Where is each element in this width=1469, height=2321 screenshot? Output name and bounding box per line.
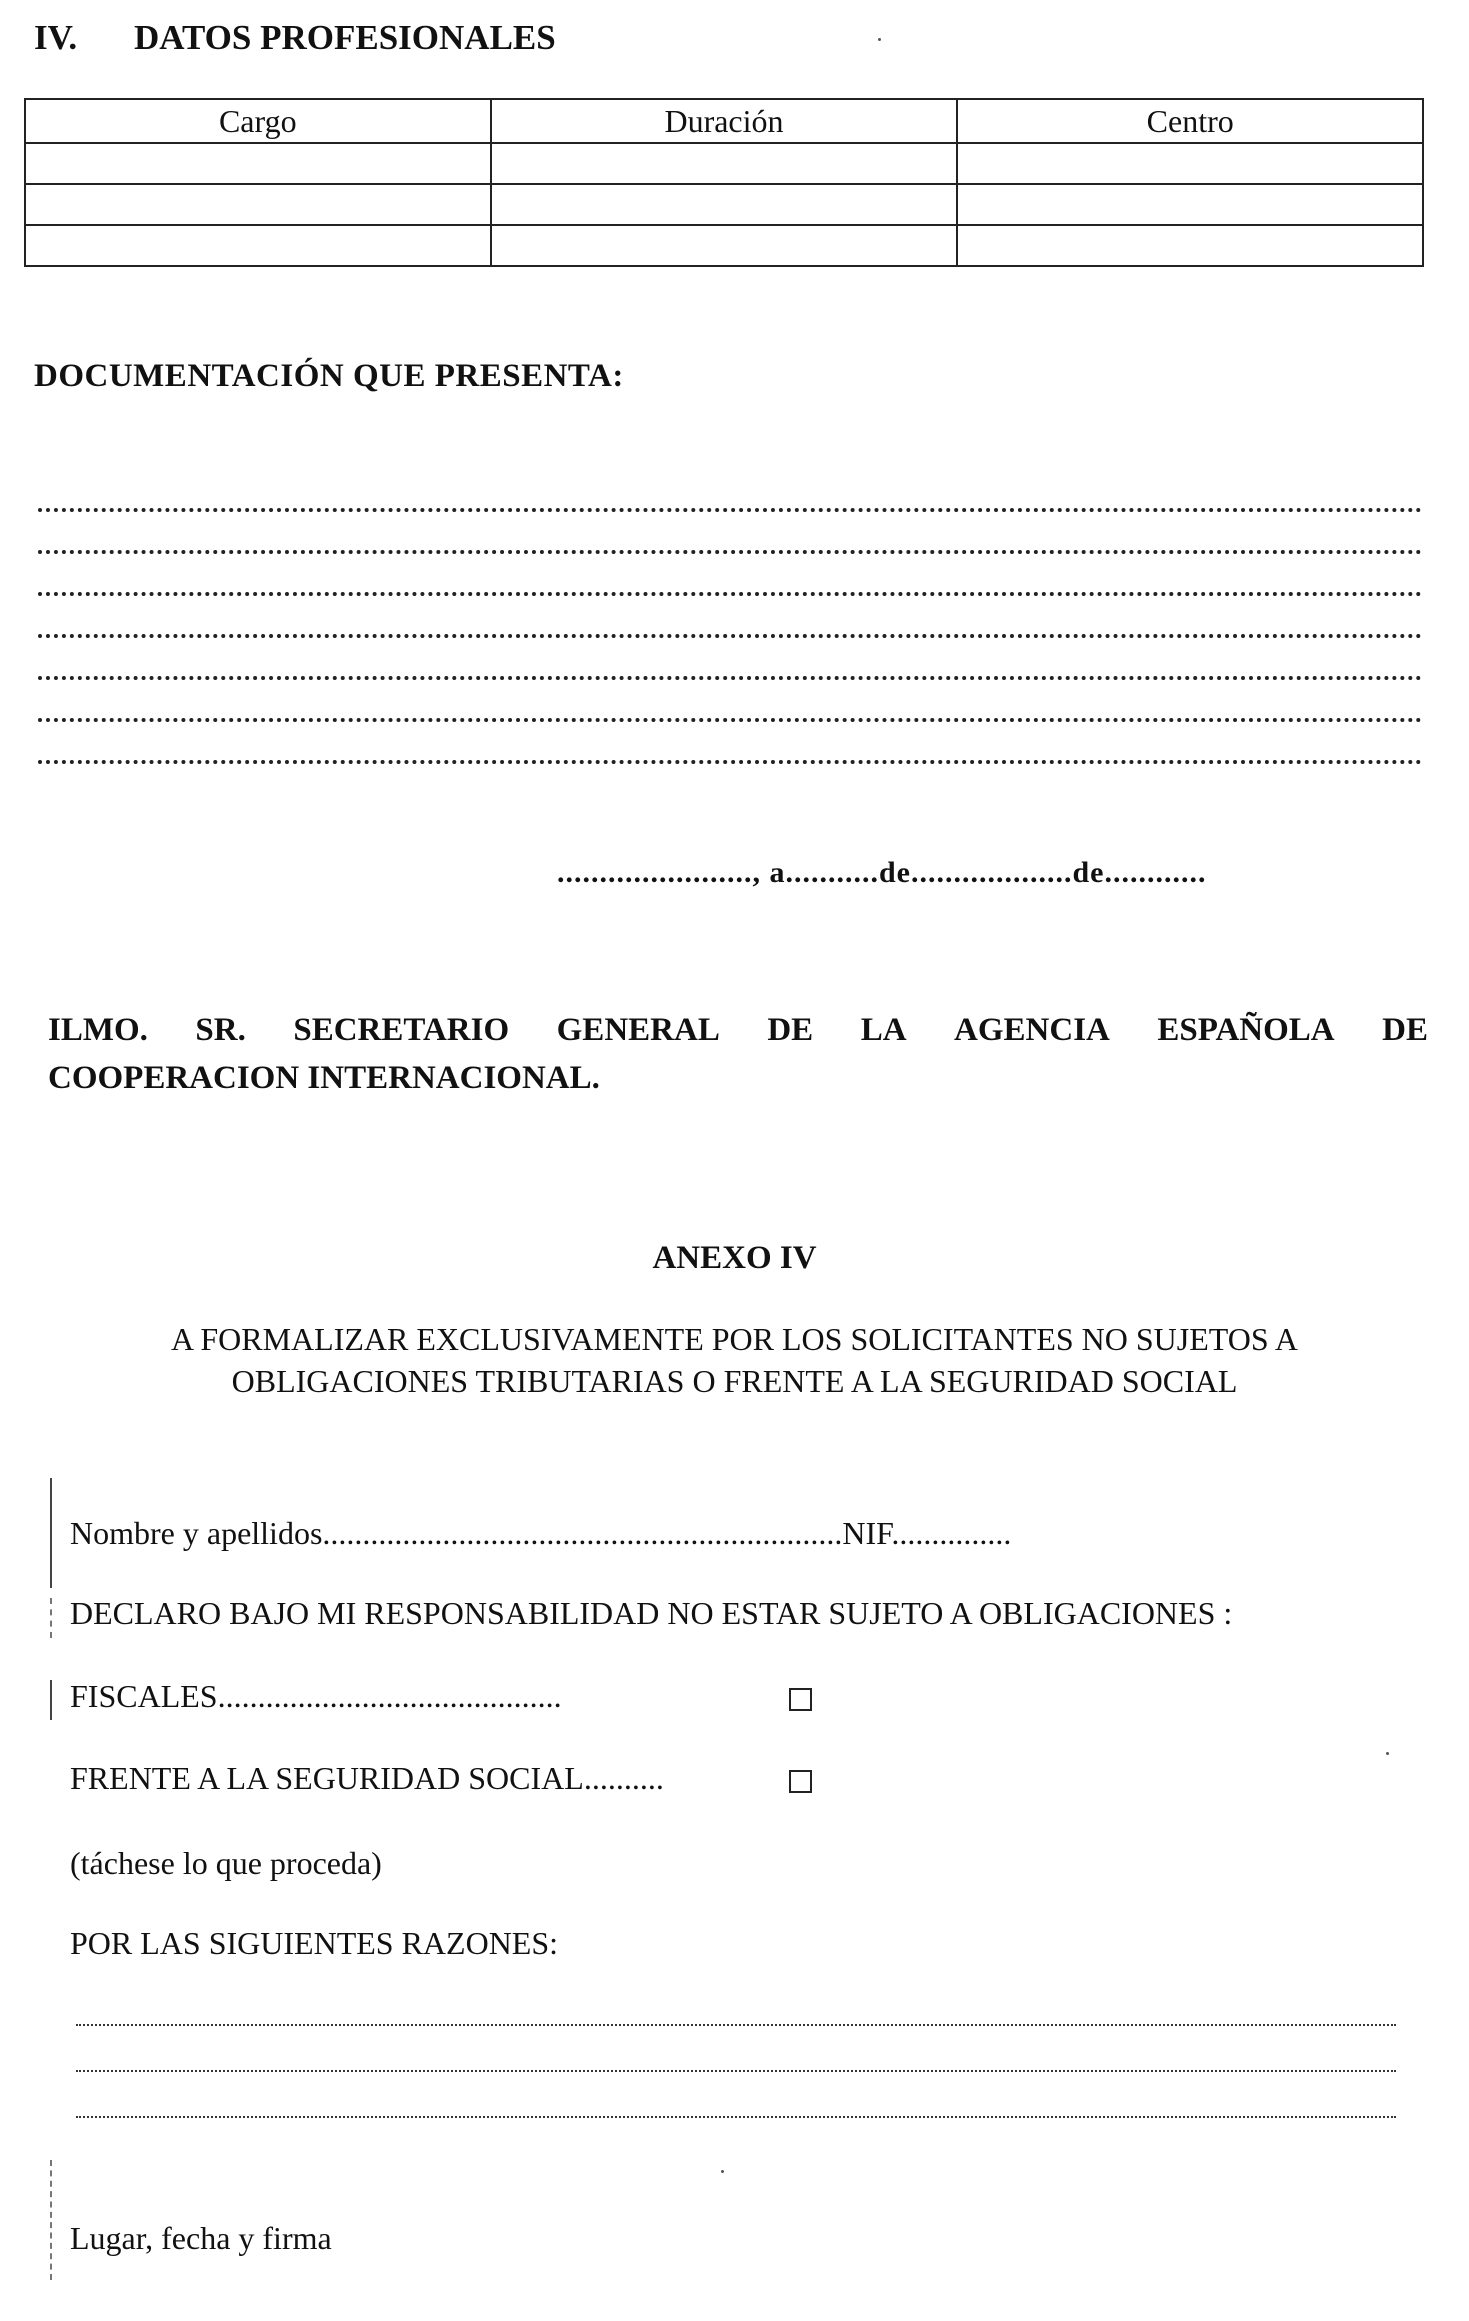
table-header-row xyxy=(25,99,1423,143)
addressee-word: DE xyxy=(767,1012,814,1048)
table-cell[interactable] xyxy=(25,225,491,266)
documentation-fill-line[interactable] xyxy=(38,508,1422,512)
note-text: (táchese lo que proceda) xyxy=(70,1845,382,1881)
margin-mark xyxy=(50,1680,52,1720)
column-header-centro: Centro xyxy=(957,99,1423,143)
section-iv-heading xyxy=(34,18,556,58)
reasons-fill-line[interactable] xyxy=(76,2024,1396,2026)
social-security-label: FRENTE A LA SEGURIDAD SOCIAL.......... xyxy=(70,1760,664,1796)
addressee-word: ILMO. xyxy=(48,1012,148,1048)
fiscal-label: FISCALES........................................... xyxy=(70,1678,562,1714)
margin-mark xyxy=(50,1478,52,1588)
documentation-fill-line[interactable] xyxy=(38,718,1422,722)
documentation-heading: DOCUMENTACIÓN QUE PRESENTA: xyxy=(34,358,624,394)
addressee-line-1 xyxy=(48,1012,1428,1049)
annex-title: ANEXO IV xyxy=(652,1240,817,1276)
annex-subtitle-line: OBLIGACIONES TRIBUTARIAS O FRENTE A LA SEGURIDAD SOCIAL xyxy=(231,1363,1238,1399)
fiscal-checkbox[interactable] xyxy=(789,1688,812,1711)
addressee-word: AGENCIA xyxy=(954,1012,1110,1048)
table-cell[interactable] xyxy=(491,225,958,266)
section-title: DATOS PROFESIONALES xyxy=(134,18,556,57)
signature-label: Lugar, fecha y firma xyxy=(70,2220,332,2256)
addressee-word: SECRETARIO xyxy=(293,1012,510,1048)
column-header-cargo: Cargo xyxy=(25,99,491,143)
declaration-text: DECLARO BAJO MI RESPONSABILIDAD NO ESTAR SUJETO A OBLIGACIONES : xyxy=(70,1595,1233,1631)
addressee-word: DE xyxy=(1382,1012,1428,1048)
table-row xyxy=(25,143,1423,184)
table-cell[interactable] xyxy=(491,184,958,225)
reasons-fill-line[interactable] xyxy=(76,2116,1396,2118)
table-cell[interactable] xyxy=(25,143,491,184)
column-header-duracion: Duración xyxy=(491,99,958,143)
addressee-word: SR. xyxy=(195,1012,246,1048)
name-nif-field[interactable]: Nombre y apellidos.................................................................NIF............... xyxy=(70,1515,1012,1551)
section-number: IV. xyxy=(34,18,78,57)
table-row xyxy=(25,225,1423,266)
documentation-fill-line[interactable] xyxy=(38,550,1422,554)
table-cell[interactable] xyxy=(491,143,958,184)
addressee-word: ESPAÑOLA xyxy=(1157,1012,1335,1048)
table-cell[interactable] xyxy=(25,184,491,225)
addressee-line-2: COOPERACION INTERNACIONAL. xyxy=(48,1060,600,1096)
reasons-label: POR LAS SIGUIENTES RAZONES: xyxy=(70,1925,559,1961)
scan-speck xyxy=(878,38,881,41)
table-row xyxy=(25,184,1423,225)
professional-data-table xyxy=(24,98,1424,267)
annex-subtitle xyxy=(120,1318,1349,1402)
margin-mark xyxy=(50,2160,52,2280)
margin-mark xyxy=(50,1598,52,1638)
addressee-word: GENERAL xyxy=(556,1012,720,1048)
scan-speck xyxy=(1386,1752,1389,1755)
place-date-line[interactable]: ......................., a...........de...................de............ xyxy=(557,856,1207,889)
table-cell[interactable] xyxy=(957,184,1423,225)
documentation-fill-line[interactable] xyxy=(38,634,1422,638)
documentation-fill-line[interactable] xyxy=(38,676,1422,680)
documentation-fill-line[interactable] xyxy=(38,760,1422,764)
table-cell[interactable] xyxy=(957,225,1423,266)
table-cell[interactable] xyxy=(957,143,1423,184)
documentation-fill-line[interactable] xyxy=(38,592,1422,596)
scan-speck xyxy=(721,2170,724,2173)
reasons-fill-line[interactable] xyxy=(76,2070,1396,2072)
social-security-checkbox[interactable] xyxy=(789,1770,812,1793)
annex-subtitle-line: A FORMALIZAR EXCLUSIVAMENTE POR LOS SOLICITANTES NO SUJETOS A xyxy=(170,1321,1298,1357)
addressee-word: LA xyxy=(860,1012,907,1048)
